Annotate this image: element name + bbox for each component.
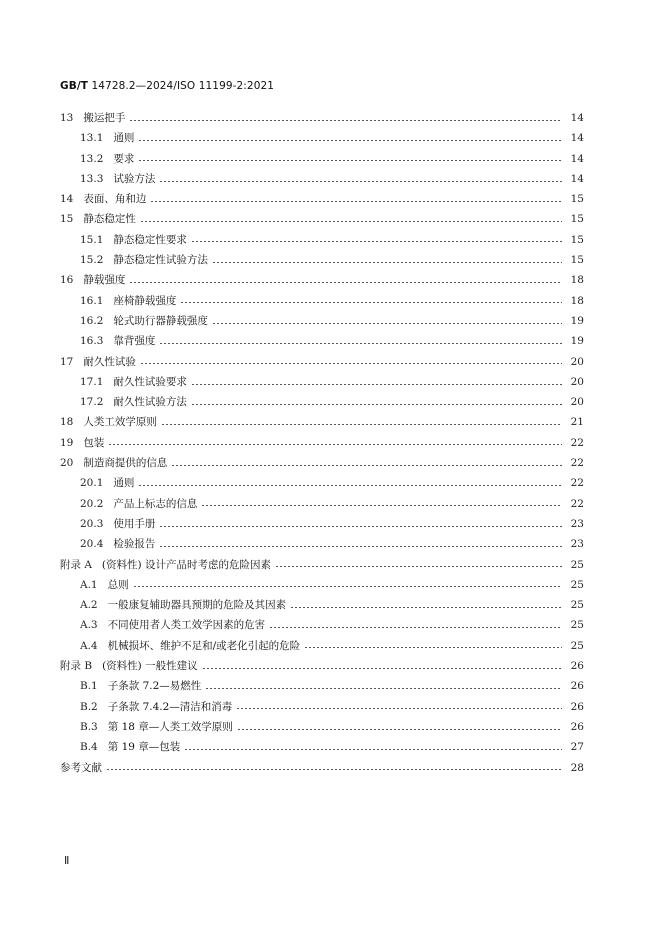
toc-page-number: 15 bbox=[570, 193, 584, 206]
toc-title: 静态稳定性要求 bbox=[113, 233, 187, 246]
toc-dot-leader bbox=[108, 444, 562, 445]
toc-dot-leader bbox=[304, 647, 562, 648]
toc-title: 试验方法 bbox=[113, 172, 156, 185]
toc-subentry[interactable] bbox=[60, 676, 584, 696]
toc-number: B.1 bbox=[80, 680, 98, 693]
toc-number: 18 bbox=[60, 416, 74, 429]
toc-page-number: 25 bbox=[570, 599, 584, 612]
toc-page-number: 18 bbox=[570, 274, 584, 287]
standard-number: 14728.2—2024/ISO 11199-2:2021 bbox=[91, 80, 275, 92]
toc-number: 附录 A bbox=[60, 558, 92, 571]
toc-title: 参考文献 bbox=[60, 761, 102, 774]
toc-number: 20.4 bbox=[80, 538, 104, 551]
toc-dot-leader bbox=[191, 241, 562, 242]
toc-dot-leader bbox=[133, 586, 562, 587]
toc-dot-leader bbox=[171, 465, 562, 466]
toc-entry[interactable] bbox=[60, 270, 584, 290]
toc-subentry[interactable] bbox=[60, 230, 584, 250]
toc-title: 搬运把手 bbox=[83, 112, 126, 124]
toc-dot-leader bbox=[106, 769, 562, 770]
toc-title: 要求 bbox=[113, 152, 135, 165]
toc-title: 耐久性试验 bbox=[83, 355, 136, 368]
toc-page-number: 14 bbox=[570, 132, 584, 145]
toc-title: 包装 bbox=[83, 436, 105, 449]
toc-page-number: 15 bbox=[570, 213, 584, 226]
toc-subentry[interactable] bbox=[60, 149, 584, 169]
toc-number: 13.1 bbox=[80, 132, 104, 145]
toc-page-number: 20 bbox=[570, 375, 584, 388]
toc-number: 17.2 bbox=[80, 396, 104, 409]
toc-subentry[interactable] bbox=[60, 291, 584, 311]
toc-title: 通则 bbox=[113, 132, 135, 145]
toc-dot-leader bbox=[159, 526, 562, 527]
toc-dot-leader bbox=[212, 262, 562, 263]
toc-dot-leader bbox=[237, 729, 562, 730]
toc-dot-leader bbox=[191, 404, 562, 405]
toc-dot-leader bbox=[202, 668, 562, 669]
toc-page-number: 25 bbox=[570, 619, 584, 632]
table-of-contents bbox=[60, 108, 584, 778]
toc-dot-leader bbox=[269, 627, 562, 628]
toc-subentry[interactable] bbox=[60, 615, 584, 635]
toc-number: A.1 bbox=[80, 578, 98, 591]
toc-number: 14 bbox=[60, 193, 74, 206]
toc-title: 静载强度 bbox=[83, 274, 126, 287]
toc-number: B.3 bbox=[80, 720, 98, 733]
toc-title: 耐久性试验要求 bbox=[113, 375, 187, 388]
toc-dot-leader bbox=[159, 546, 562, 547]
toc-subentry[interactable] bbox=[60, 717, 584, 737]
toc-dot-leader bbox=[138, 160, 562, 161]
toc-dot-leader bbox=[138, 485, 562, 486]
toc-dot-leader bbox=[138, 140, 562, 141]
standard-header bbox=[60, 80, 274, 92]
toc-page-number: 15 bbox=[570, 233, 584, 246]
toc-page-number: 26 bbox=[570, 700, 584, 713]
toc-number: 17 bbox=[60, 355, 74, 368]
toc-page-number: 14 bbox=[570, 172, 584, 185]
toc-dot-leader bbox=[129, 120, 562, 121]
toc-number: 20 bbox=[60, 457, 74, 470]
toc-subentry[interactable] bbox=[60, 534, 584, 554]
toc-title: 静态稳定性 bbox=[83, 213, 136, 226]
toc-number: 13.3 bbox=[80, 172, 104, 185]
toc-number: 20.3 bbox=[80, 517, 104, 530]
toc-subentry[interactable] bbox=[60, 595, 584, 615]
toc-page-number: 23 bbox=[570, 517, 584, 530]
toc-title: (资料性) 一般性建议 bbox=[102, 660, 198, 673]
toc-title: 子条款 7.2—易燃性 bbox=[107, 680, 202, 693]
toc-title: 静态稳定性试验方法 bbox=[113, 254, 208, 267]
toc-title: 第 19 章—包装 bbox=[107, 741, 181, 754]
toc-title: 第 18 章—人类工效学原则 bbox=[107, 720, 233, 733]
toc-number: 15.2 bbox=[80, 254, 104, 267]
toc-page-number: 15 bbox=[570, 254, 584, 267]
toc-title: 使用手册 bbox=[113, 517, 156, 530]
toc-page-number: 20 bbox=[570, 396, 584, 409]
toc-dot-leader bbox=[236, 708, 562, 709]
toc-page-number: 19 bbox=[570, 314, 584, 327]
page-number: Ⅱ bbox=[64, 854, 70, 867]
standard-code: GB/T bbox=[60, 80, 89, 92]
toc-subentry[interactable] bbox=[60, 494, 584, 514]
toc-number: 16.2 bbox=[80, 314, 104, 327]
toc-dot-leader bbox=[140, 363, 562, 364]
toc-subentry[interactable] bbox=[60, 737, 584, 757]
toc-entry[interactable] bbox=[60, 433, 584, 453]
toc-page-number: 26 bbox=[570, 660, 584, 673]
toc-page-number: 26 bbox=[570, 720, 584, 733]
toc-subentry[interactable] bbox=[60, 169, 584, 189]
toc-number: 13.2 bbox=[80, 152, 104, 165]
toc-subentry[interactable] bbox=[60, 575, 584, 595]
toc-number: 17.1 bbox=[80, 375, 104, 388]
toc-subentry[interactable] bbox=[60, 697, 584, 717]
toc-subentry[interactable] bbox=[60, 250, 584, 270]
toc-page-number: 28 bbox=[570, 761, 584, 774]
toc-page-number: 21 bbox=[570, 416, 584, 429]
toc-page-number: 19 bbox=[570, 335, 584, 348]
toc-dot-leader bbox=[150, 201, 562, 202]
toc-page-number: 25 bbox=[570, 558, 584, 571]
toc-title: 总则 bbox=[107, 578, 129, 591]
toc-subentry[interactable] bbox=[60, 311, 584, 331]
toc-dot-leader bbox=[129, 282, 562, 283]
toc-page-number: 22 bbox=[570, 457, 584, 470]
toc-page-number: 22 bbox=[570, 497, 584, 510]
toc-page-number: 23 bbox=[570, 538, 584, 551]
toc-number: 15.1 bbox=[80, 233, 104, 246]
toc-subentry[interactable] bbox=[60, 392, 584, 412]
toc-title: 一般康复辅助器具预期的危险及其因素 bbox=[107, 599, 287, 612]
toc-page-number: 14 bbox=[570, 152, 584, 165]
toc-page-number: 14 bbox=[570, 112, 584, 124]
toc-title: 检验报告 bbox=[113, 538, 156, 551]
toc-dot-leader bbox=[191, 384, 562, 385]
toc-dot-leader bbox=[184, 749, 562, 750]
toc-dot-leader bbox=[290, 607, 562, 608]
toc-entry[interactable] bbox=[60, 555, 584, 575]
toc-dot-leader bbox=[159, 343, 562, 344]
toc-entry[interactable] bbox=[60, 453, 584, 473]
toc-entry[interactable] bbox=[60, 352, 584, 372]
toc-subentry[interactable] bbox=[60, 473, 584, 493]
toc-page-number: 20 bbox=[570, 355, 584, 368]
toc-number: 16 bbox=[60, 274, 74, 287]
toc-dot-leader bbox=[180, 302, 562, 303]
toc-dot-leader bbox=[201, 505, 562, 506]
toc-title: 不同使用者人类工效学因素的危害 bbox=[107, 619, 266, 632]
toc-title: (资料性) 设计产品时考虑的危险因素 bbox=[101, 558, 271, 571]
toc-dot-leader bbox=[205, 688, 562, 689]
toc-number: 附录 B bbox=[60, 660, 93, 673]
toc-dot-leader bbox=[161, 424, 562, 425]
toc-subentry[interactable] bbox=[60, 514, 584, 534]
toc-title: 子条款 7.4.2—清洁和消毒 bbox=[107, 700, 233, 713]
toc-dot-leader bbox=[212, 323, 562, 324]
toc-title: 人类工效学原则 bbox=[83, 416, 157, 429]
toc-title: 产品上标志的信息 bbox=[113, 497, 198, 510]
toc-page-number: 22 bbox=[570, 477, 584, 490]
toc-entry[interactable] bbox=[60, 189, 584, 209]
toc-page-number: 22 bbox=[570, 436, 584, 449]
toc-subentry[interactable] bbox=[60, 636, 584, 656]
toc-entry[interactable] bbox=[60, 108, 584, 128]
toc-page-number: 18 bbox=[570, 294, 584, 307]
toc-title: 通则 bbox=[113, 477, 135, 490]
toc-number: 15 bbox=[60, 213, 74, 226]
toc-dot-leader bbox=[159, 181, 562, 182]
toc-page-number: 25 bbox=[570, 639, 584, 652]
toc-entry[interactable] bbox=[60, 209, 584, 229]
toc-dot-leader bbox=[275, 566, 562, 567]
toc-number: B.4 bbox=[80, 741, 98, 754]
toc-title: 机械损坏、维护不足和/或老化引起的危险 bbox=[107, 639, 301, 652]
toc-title: 轮式助行器静载强度 bbox=[113, 314, 208, 327]
toc-number: 20.1 bbox=[80, 477, 104, 490]
toc-number: A.2 bbox=[80, 599, 98, 612]
toc-subentry[interactable] bbox=[60, 331, 584, 351]
toc-title: 座椅静载强度 bbox=[113, 294, 177, 307]
toc-subentry[interactable] bbox=[60, 128, 584, 148]
toc-number: 16.1 bbox=[80, 294, 104, 307]
toc-entry[interactable] bbox=[60, 758, 584, 778]
toc-number: A.4 bbox=[80, 639, 98, 652]
toc-page-number: 27 bbox=[570, 741, 584, 754]
toc-page-number: 26 bbox=[570, 680, 584, 693]
toc-subentry[interactable] bbox=[60, 372, 584, 392]
toc-number: 16.3 bbox=[80, 335, 104, 348]
toc-number: A.3 bbox=[80, 619, 98, 632]
toc-dot-leader bbox=[140, 221, 562, 222]
toc-page-number: 25 bbox=[570, 578, 584, 591]
toc-number: B.2 bbox=[80, 700, 98, 713]
toc-title: 耐久性试验方法 bbox=[113, 396, 187, 409]
toc-title: 制造商提供的信息 bbox=[83, 457, 168, 470]
toc-title: 表面、角和边 bbox=[83, 193, 147, 206]
toc-number: 20.2 bbox=[80, 497, 104, 510]
toc-title: 靠背强度 bbox=[113, 335, 156, 348]
toc-number: 13 bbox=[60, 112, 74, 124]
toc-entry[interactable] bbox=[60, 412, 584, 432]
toc-entry[interactable] bbox=[60, 656, 584, 676]
toc-number: 19 bbox=[60, 436, 74, 449]
